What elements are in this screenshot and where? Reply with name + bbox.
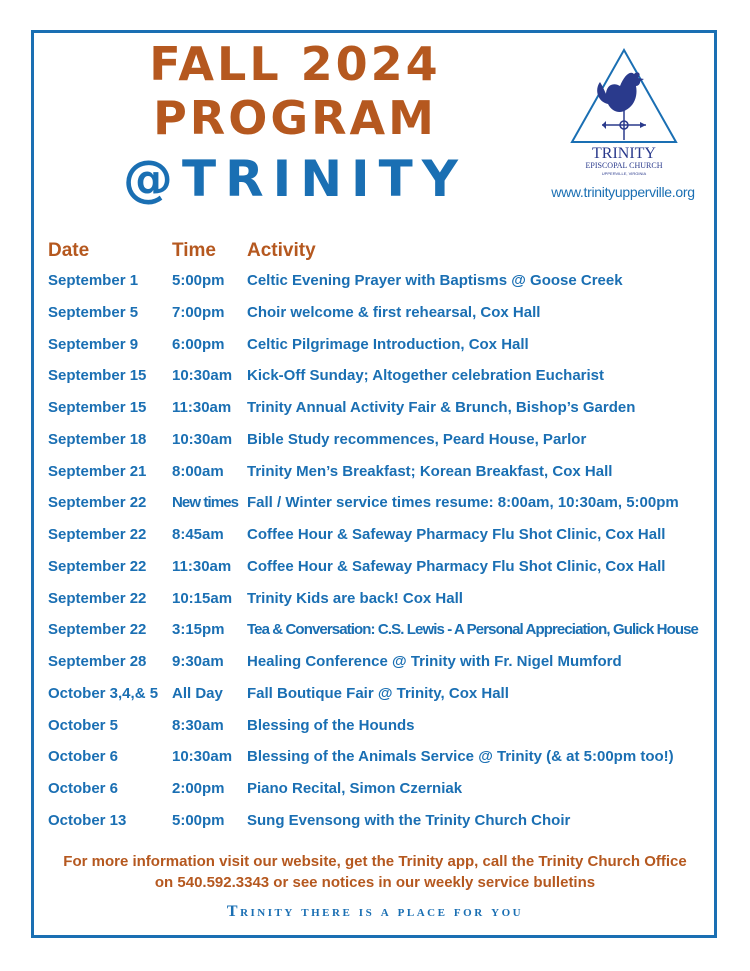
title-line-1: FALL 2024 xyxy=(149,37,441,91)
event-time: 5:00pm xyxy=(172,811,225,829)
event-activity: Trinity Kids are back! Cox Hall xyxy=(247,589,463,607)
event-time: All Day xyxy=(172,684,223,702)
event-activity: Fall Boutique Fair @ Trinity, Cox Hall xyxy=(247,684,509,702)
footer-tagline: Trinity there is a place for you xyxy=(226,903,524,920)
trinity-logo xyxy=(568,46,680,176)
event-date: September 21 xyxy=(48,462,147,480)
column-header-activity: Activity xyxy=(247,240,316,261)
schedule-row xyxy=(0,812,750,836)
schedule-row xyxy=(0,717,750,741)
event-activity: Piano Recital, Simon Czerniak xyxy=(247,780,463,797)
event-time: 10:30am xyxy=(172,748,233,766)
column-header-date: Date xyxy=(48,240,90,261)
event-date: October 5 xyxy=(48,716,119,734)
event-date: October 13 xyxy=(48,811,127,829)
event-time: 9:30am xyxy=(172,653,224,670)
schedule-row xyxy=(0,526,750,550)
event-activity: Kick-Off Sunday; Altogether celebration Eucharist xyxy=(247,367,605,385)
event-activity: Healing Conference @ Trinity with Fr. Nigel Mumford xyxy=(247,653,622,670)
event-date: September 15 xyxy=(48,399,147,416)
event-time: 3:15pm xyxy=(172,621,225,639)
schedule-row xyxy=(0,685,750,709)
event-activity: Fall / Winter service times resume: 8:00am, 10:30am, 5:00pm xyxy=(247,494,679,512)
event-date: October 6 xyxy=(48,748,119,766)
event-time: 11:30am xyxy=(172,399,232,416)
schedule-row xyxy=(0,558,750,582)
event-activity: Trinity Annual Activity Fair & Brunch, Bishop’s Garden xyxy=(247,399,636,416)
event-activity: Sung Evensong with the Trinity Church Choir xyxy=(247,811,571,829)
schedule-row xyxy=(0,653,750,677)
event-time: 8:45am xyxy=(172,526,224,543)
schedule-row xyxy=(0,304,750,328)
event-time: 7:00pm xyxy=(172,303,225,321)
schedule-row xyxy=(0,336,750,360)
event-time: New times xyxy=(172,494,239,512)
event-date: September 15 xyxy=(48,367,147,385)
event-activity: Tea & Conversation: C.S. Lewis - A Personal Appreciation, Gulick House xyxy=(247,621,698,639)
event-date: October 6 xyxy=(48,780,119,797)
event-date: September 28 xyxy=(48,653,147,670)
event-time: 2:00pm xyxy=(172,780,225,797)
event-activity: Celtic Evening Prayer with Baptisms @ Goose Creek xyxy=(247,272,623,289)
event-date: September 22 xyxy=(48,621,147,639)
event-activity: Coffee Hour & Safeway Pharmacy Flu Shot Clinic, Cox Hall xyxy=(247,557,666,575)
event-date: September 1 xyxy=(48,272,139,289)
event-activity: Celtic Pilgrimage Introduction, Cox Hall xyxy=(247,335,529,353)
title-line-3: @TRINITY xyxy=(123,150,467,208)
schedule-row xyxy=(0,748,750,772)
event-activity: Coffee Hour & Safeway Pharmacy Flu Shot Clinic, Cox Hall xyxy=(247,526,666,543)
event-time: 8:00am xyxy=(172,462,224,480)
event-date: September 22 xyxy=(48,589,147,607)
schedule-row xyxy=(0,367,750,391)
event-date: September 9 xyxy=(48,335,139,353)
event-activity: Blessing of the Animals Service @ Trinity (& at 5:00pm too!) xyxy=(247,748,674,766)
event-time: 5:00pm xyxy=(172,272,225,289)
schedule-row xyxy=(0,590,750,614)
event-time: 6:00pm xyxy=(172,335,225,353)
schedule-row xyxy=(0,272,750,296)
event-time: 10:30am xyxy=(172,367,233,385)
event-date: September 22 xyxy=(48,526,147,543)
schedule-row xyxy=(0,431,750,455)
logo-location: UPPERVILLE, VIRGINIA xyxy=(601,171,647,176)
schedule-row xyxy=(0,494,750,518)
schedule-row xyxy=(0,463,750,487)
schedule-row xyxy=(0,621,750,645)
footer-info-line-1: For more information visit our website, get the Trinity app, call the Trinity Church Office xyxy=(63,853,687,870)
event-activity: Blessing of the Hounds xyxy=(247,716,415,734)
event-date: September 22 xyxy=(48,494,147,512)
event-activity: Bible Study recommences, Peard House, Parlor xyxy=(247,430,587,448)
event-activity: Choir welcome & first rehearsal, Cox Hall xyxy=(247,303,541,321)
footer-info xyxy=(40,851,710,893)
schedule-row xyxy=(0,780,750,804)
event-date: September 5 xyxy=(48,303,139,321)
schedule-row xyxy=(0,399,750,423)
event-date: October 3,4,& 5 xyxy=(48,684,159,702)
event-time: 11:30am xyxy=(172,557,232,575)
logo-name: TRINITY xyxy=(592,145,656,162)
event-time: 10:15am xyxy=(172,589,233,607)
event-date: September 22 xyxy=(48,557,147,575)
event-time: 10:30am xyxy=(172,430,233,448)
event-time: 8:30am xyxy=(172,716,224,734)
rooster-weathervane-icon xyxy=(568,46,680,176)
logo-subtitle: EPISCOPAL CHURCH xyxy=(585,161,663,170)
title-line-2: PROGRAM xyxy=(153,91,437,145)
event-activity: Trinity Men’s Breakfast; Korean Breakfast, Cox Hall xyxy=(247,462,613,480)
website-link[interactable]: www.trinityupperville.org xyxy=(551,184,695,200)
footer-info-line-2: on 540.592.3343 or see notices in our weekly service bulletins xyxy=(154,874,596,891)
column-header-time: Time xyxy=(172,240,217,261)
event-date: September 18 xyxy=(48,430,147,448)
